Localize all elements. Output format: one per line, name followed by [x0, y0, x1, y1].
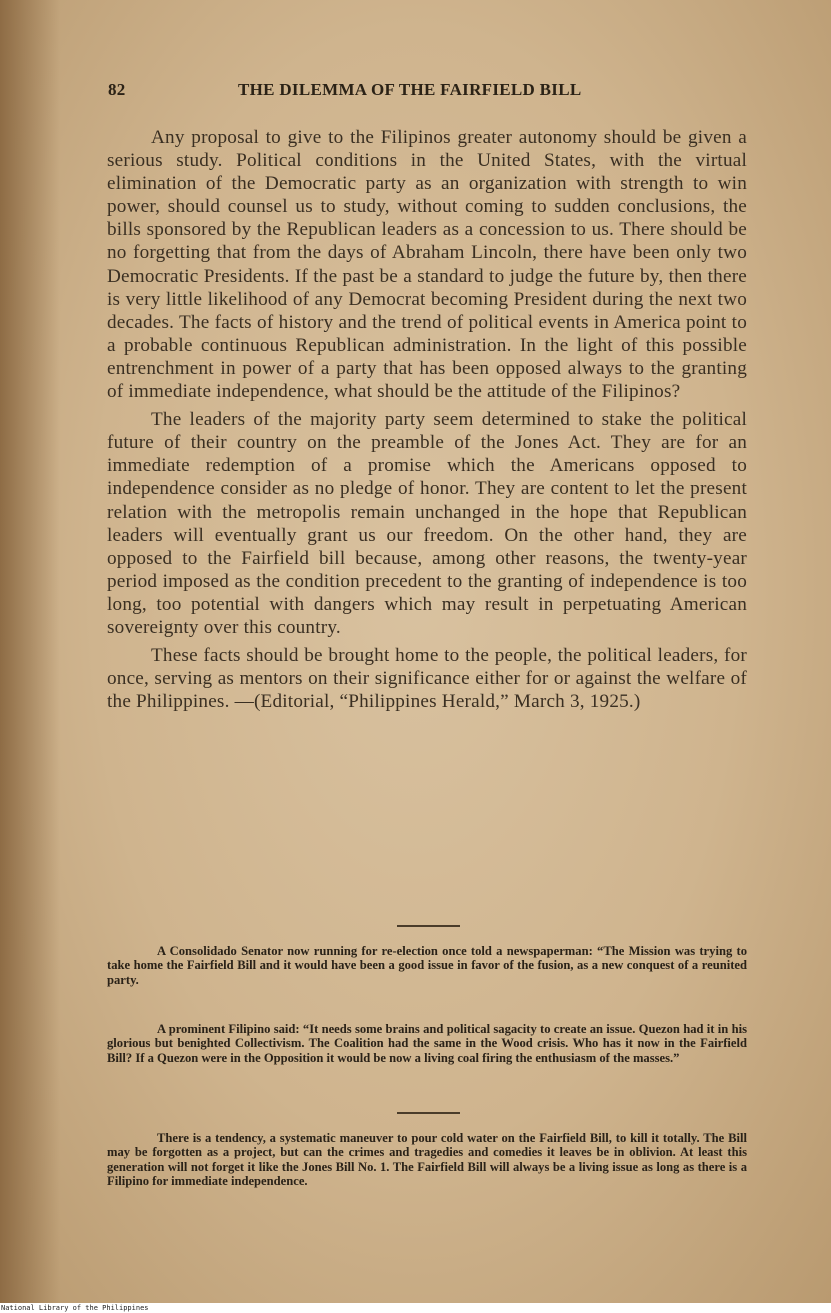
- note-paragraph: A Consolidado Senator now running for re-election once told a newspaperman: “The Mission was trying to take home the Fairfield Bill and it would have been a good issue in favor of the fusion, as a new conquest of a reunited party.: [107, 944, 747, 987]
- library-watermark: National Library of the Philippines: [0, 1303, 831, 1313]
- body-paragraph: Any proposal to give to the Filipinos greater autonomy should be given a serious study. Political conditions in the United States, with the virtual elimination of the Democratic party as an organization with strength to win power, should counsel us to study, without coming to sudden conclusions, the bills sponsored by the Republican leaders as a concession to us. There should be no forgetting that from the days of Abraham Lincoln, there have been only two Democratic Presidents. If the past be a standard to judge the future by, then there is very little likelihood of any Democrat becoming President during the next two decades. The facts of history and the trend of political events in America point to a probable continuous Republican administration. In the light of this possible entrenchment in power of a party that has been opposed always to the granting of immediate independence, what should be the attitude of the Filipinos?: [107, 127, 747, 403]
- page-number: 82: [108, 80, 126, 99]
- editorial-body: [107, 126, 747, 718]
- note-paragraph: There is a tendency, a systematic maneuver to pour cold water on the Fairfield Bill, to kill it totally. The Bill may be forgotten as a project, but can the crimes and tragedies and comedies it leaves be in oblivion. At least this generation will not forget it like the Jones Bill No. 1. The Fairfield Bill will always be a living issue as long as there is a Filipino for immediate independence.: [107, 1131, 747, 1188]
- note-tendency: [107, 1131, 747, 1188]
- body-paragraph: The leaders of the majority party seem determined to stake the political future of their country on the preamble of the Jones Act. They are for an immediate redemption of a promise which the Americans opposed to independence consider as no pledge of honor. They are content to let the present relation with the metropolis remain unchanged in the hope that Republican leaders will eventually grant us our freedom. On the other hand, they are opposed to the Fairfield bill because, among other reasons, the twenty-year period imposed as the condition precedent to the granting of independence is too long, too potential with dangers which may result in perpetuating American sovereignty over this country.: [107, 409, 747, 638]
- note-paragraph: A prominent Filipino said: “It needs some brains and political sagacity to create an issue. Quezon had it in his glorious but benighted Collectivism. The Coalition had the same in the Wood crisis. Who has it now in the Fairfield Bill? If a Quezon were in the Opposition it would be now a living coal firing the enthusiasm of the masses.”: [107, 1022, 747, 1065]
- note-senator: [107, 944, 747, 987]
- running-title: THE DILEMMA OF THE FAIRFIELD BILL: [238, 80, 582, 99]
- section-divider: [397, 1112, 460, 1114]
- section-divider: [397, 925, 460, 927]
- note-prominent-filipino: [107, 1022, 747, 1065]
- body-paragraph: These facts should be brought home to the people, the political leaders, for once, serving as mentors on their significance either for or against the welfare of the Philippines. —(Editorial, “Philippines Herald,” March 3, 1925.): [107, 645, 747, 713]
